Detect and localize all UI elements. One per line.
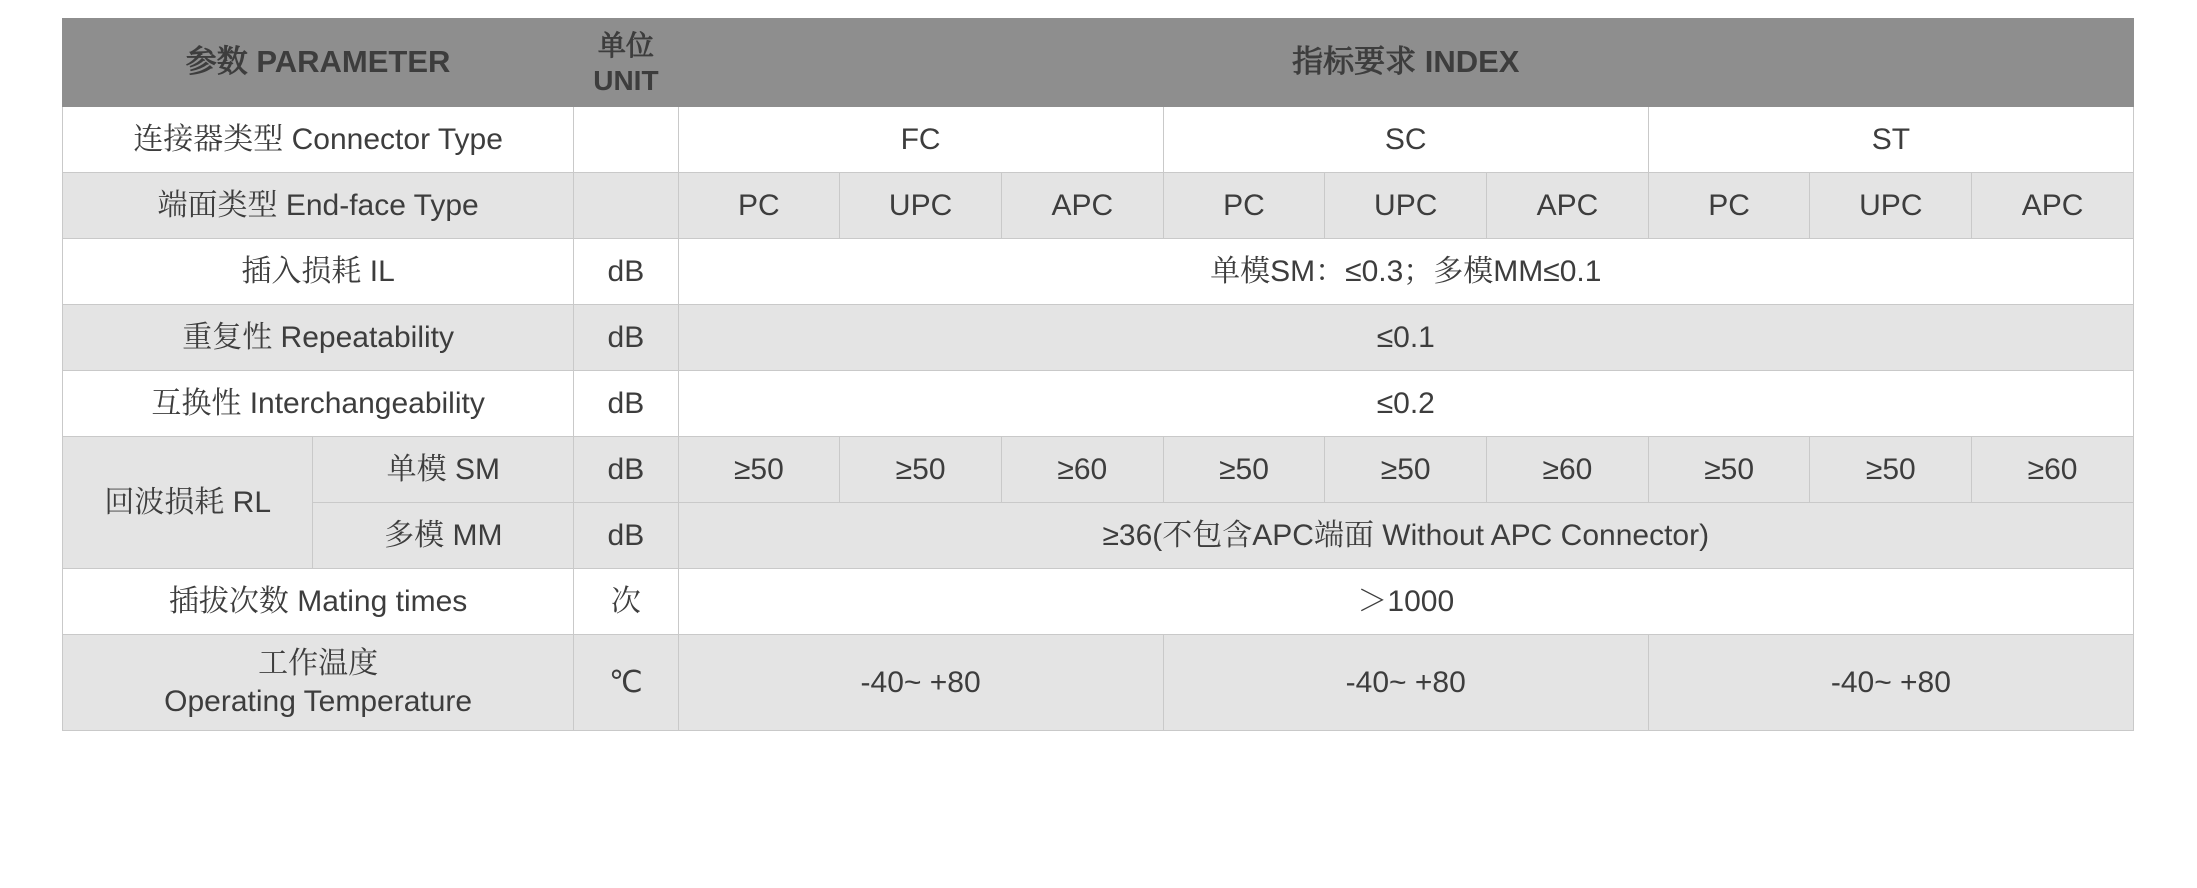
cell-rl-sm-7: ≥50 bbox=[1810, 437, 1972, 503]
header-index: 指标要求 INDEX bbox=[678, 19, 2133, 107]
cell-endface-8: APC bbox=[1972, 173, 2134, 239]
cell-insertion-loss-value: 单模SM：≤0.3；多模MM≤0.1 bbox=[678, 239, 2133, 305]
header-parameter: 参数 PARAMETER bbox=[63, 19, 574, 107]
cell-temp-fc: -40~ +80 bbox=[678, 635, 1163, 731]
table-row-return-loss-single-mode bbox=[63, 437, 2134, 503]
cell-mating-times-value: ＞1000 bbox=[678, 569, 2133, 635]
table-row-endface-type bbox=[63, 173, 2134, 239]
row-label-repeatability: 重复性 Repeatability bbox=[63, 305, 574, 371]
row-label-operating-temperature bbox=[63, 635, 574, 731]
row-unit-connector-type bbox=[574, 107, 678, 173]
table-row-insertion-loss bbox=[63, 239, 2134, 305]
row-unit-operating-temperature: ℃ bbox=[574, 635, 678, 731]
row-label-operating-temperature-line2: Operating Temperature bbox=[164, 684, 473, 718]
table-row-mating-times bbox=[63, 569, 2134, 635]
row-sublabel-single-mode: 单模 SM bbox=[313, 437, 574, 503]
table-row-repeatability bbox=[63, 305, 2134, 371]
row-unit-endface-type bbox=[574, 173, 678, 239]
cell-endface-2: APC bbox=[1001, 173, 1163, 239]
row-unit-return-loss-sm: dB bbox=[574, 437, 678, 503]
header-unit-line2: UNIT bbox=[593, 64, 659, 96]
cell-endface-5: APC bbox=[1487, 173, 1649, 239]
header-unit-line1: 单位 bbox=[597, 29, 654, 61]
cell-rl-sm-6: ≥50 bbox=[1648, 437, 1810, 503]
row-sublabel-multi-mode: 多模 MM bbox=[313, 503, 574, 569]
cell-endface-4: UPC bbox=[1325, 173, 1487, 239]
row-unit-repeatability: dB bbox=[574, 305, 678, 371]
table-row-connector-type bbox=[63, 107, 2134, 173]
row-label-operating-temperature-line1: 工作温度 bbox=[258, 647, 379, 680]
cell-endface-3: PC bbox=[1163, 173, 1325, 239]
cell-rl-sm-2: ≥60 bbox=[1001, 437, 1163, 503]
row-unit-interchangeability: dB bbox=[574, 371, 678, 437]
specification-table bbox=[62, 18, 2134, 731]
cell-connector-st: ST bbox=[1648, 107, 2133, 173]
row-unit-return-loss-mm: dB bbox=[574, 503, 678, 569]
cell-rl-sm-1: ≥50 bbox=[840, 437, 1002, 503]
row-label-mating-times: 插拔次数 Mating times bbox=[63, 569, 574, 635]
cell-rl-sm-8: ≥60 bbox=[1972, 437, 2134, 503]
cell-rl-sm-4: ≥50 bbox=[1325, 437, 1487, 503]
cell-endface-6: PC bbox=[1648, 173, 1810, 239]
table-row-interchangeability bbox=[63, 371, 2134, 437]
cell-endface-1: UPC bbox=[840, 173, 1002, 239]
cell-repeatability-value: ≤0.1 bbox=[678, 305, 2133, 371]
row-unit-insertion-loss: dB bbox=[574, 239, 678, 305]
row-label-insertion-loss: 插入损耗 IL bbox=[63, 239, 574, 305]
cell-rl-mm-value: ≥36(不包含APC端面 Without APC Connector) bbox=[678, 503, 2133, 569]
cell-interchangeability-value: ≤0.2 bbox=[678, 371, 2133, 437]
table-row-return-loss-multi-mode bbox=[63, 503, 2134, 569]
row-unit-mating-times: 次 bbox=[574, 569, 678, 635]
cell-temp-sc: -40~ +80 bbox=[1163, 635, 1648, 731]
cell-rl-sm-3: ≥50 bbox=[1163, 437, 1325, 503]
cell-connector-fc: FC bbox=[678, 107, 1163, 173]
cell-temp-st: -40~ +80 bbox=[1648, 635, 2133, 731]
cell-endface-0: PC bbox=[678, 173, 840, 239]
row-label-interchangeability: 互换性 Interchangeability bbox=[63, 371, 574, 437]
row-label-connector-type: 连接器类型 Connector Type bbox=[63, 107, 574, 173]
row-label-return-loss: 回波损耗 RL bbox=[63, 437, 313, 569]
table-row-operating-temperature bbox=[63, 635, 2134, 731]
cell-rl-sm-0: ≥50 bbox=[678, 437, 840, 503]
spec-table-container bbox=[62, 18, 2134, 731]
cell-endface-7: UPC bbox=[1810, 173, 1972, 239]
cell-connector-sc: SC bbox=[1163, 107, 1648, 173]
cell-rl-sm-5: ≥60 bbox=[1487, 437, 1649, 503]
row-label-endface-type: 端面类型 End-face Type bbox=[63, 173, 574, 239]
header-unit bbox=[574, 19, 678, 107]
table-header-row bbox=[63, 19, 2134, 107]
